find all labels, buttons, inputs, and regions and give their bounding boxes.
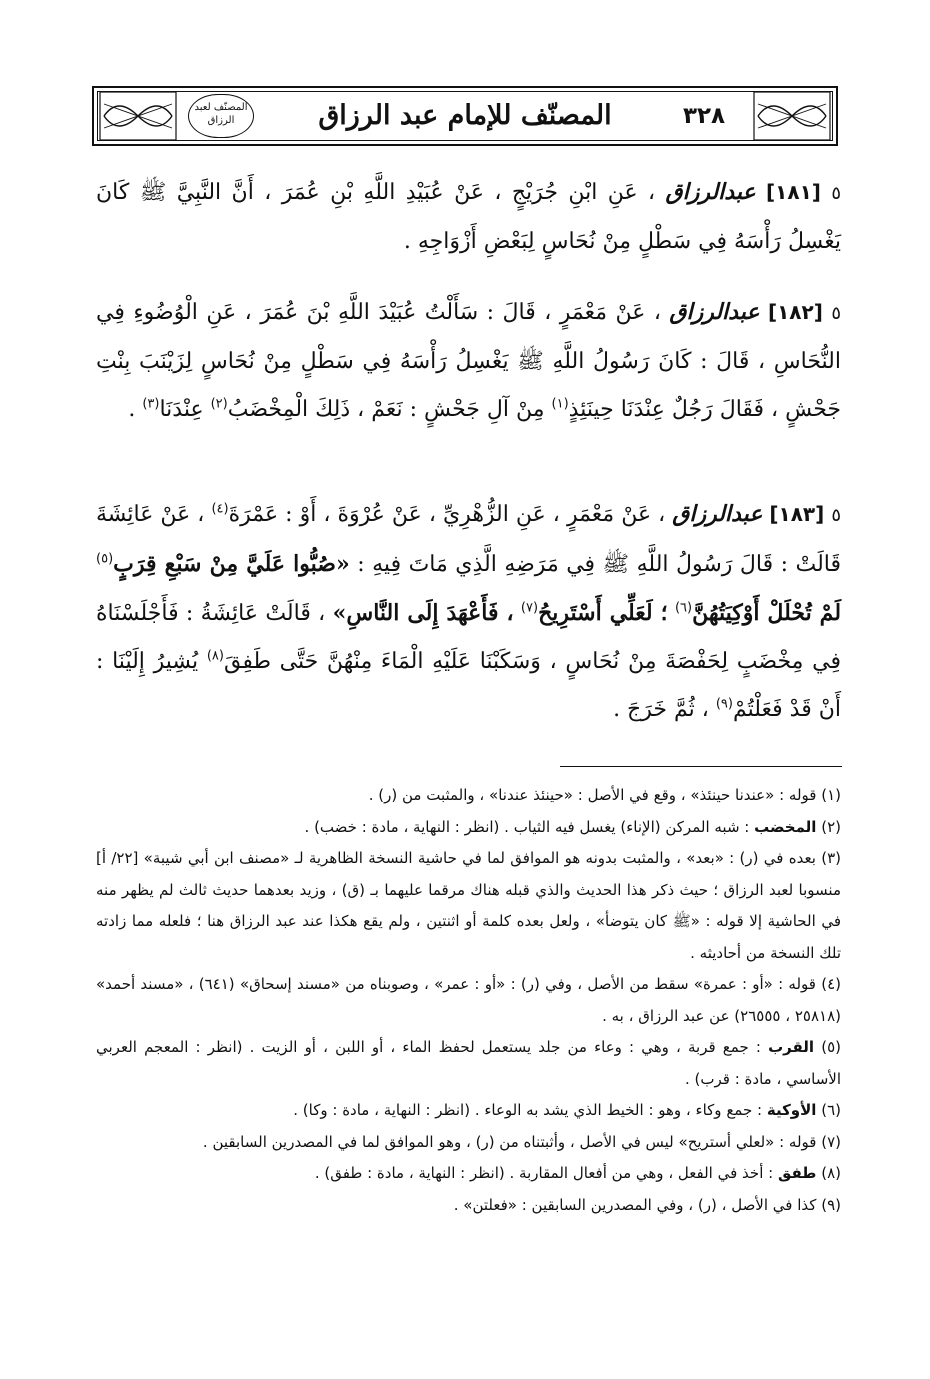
hadith-181 (96, 168, 841, 266)
hadith-text: مِنْ آلِ جَحْشٍ : نَعَمْ ، ذَلِكَ الْمِخْضَبُ (227, 397, 545, 422)
footnote-term: القرب (768, 1038, 815, 1056)
footnote-1 (96, 780, 841, 812)
hadith-author: عبدالرزاق (665, 179, 756, 205)
footnotes (96, 780, 841, 1221)
footnote-number: (٩) (821, 1195, 841, 1214)
hadith-text: ، قَالَتْ عَائِشَةُ : فَأَجْلَسْنَاهُ فِي مِخْضَبٍ لِحَفْصَةَ مِنْ نُحَاسٍ ، وَسَكَبْنَا عَلَيْهِ الْمَاءَ مِنْهُنَّ حَتَّى طَفِقَ (96, 601, 841, 674)
hadith-text: ، عَنْ عَائِشَةَ قَالَتْ : قَالَ رَسُولُ اللَّهِ ﷺ فِي مَرَضِهِ الَّذِي مَاتَ فِيهِ : (96, 502, 842, 577)
footnote-ref[interactable]: (٣) (142, 396, 160, 412)
footnote-8 (96, 1158, 841, 1190)
footnote-7 (96, 1127, 841, 1159)
footnote-ref[interactable]: (٥) (96, 551, 114, 567)
footnote-term: الأوكية (766, 1101, 817, 1119)
hadith-author: عبدالرزاق (669, 299, 760, 325)
hadith-author: عبدالرزاق (672, 501, 763, 527)
hadith-number: [١٨٣] (769, 502, 825, 526)
footnote-number: (٢) (821, 817, 841, 836)
hadith-text: ، عَنِ ابْنِ جُرَيْجٍ ، عَنْ عُبَيْدِ اللَّهِ بْنِ عُمَرَ ، أَنَّ النَّبِيَّ ﷺ كَانَ يَغْسِلُ رَأْسَهُ فِي سَطْلٍ مِنْ نُحَاسٍ لِبَعْضِ أَزْوَاجِهِ . (96, 180, 841, 254)
footnote-number: (٦) (821, 1101, 841, 1119)
footnote-text: : جمع وكاء ، وهو : الخيط الذي يشد به الوعاء . (انظر : النهاية ، مادة : وكا) . (293, 1101, 763, 1119)
footnote-2 (96, 812, 841, 844)
ornament-knot-left-icon (98, 90, 178, 142)
footnote-ref[interactable]: (٨) (206, 648, 224, 664)
footnote-6 (96, 1095, 841, 1127)
book-badge: المصنّف لعبد الرزاق (188, 94, 254, 138)
footnote-number: (٨) (821, 1164, 841, 1182)
footnote-ref[interactable]: (٤) (211, 501, 229, 517)
footnote-text: : جمع قربة ، وهي : وعاء من جلد يستعمل لحفظ الماء ، أو اللبن ، أو الزيت . (انظر : المعجم العربي الأساسي ، مادة : قرب) . (96, 1038, 841, 1088)
footnote-divider (560, 766, 842, 767)
footnote-number: (٣) (821, 849, 842, 867)
prophetic-quote: ؛ لَعَلِّي أَسْتَرِيحُ (538, 600, 668, 626)
footnote-number: (٤) (821, 975, 841, 993)
footnote-ref[interactable]: (٧) (520, 600, 539, 616)
footnote-5 (96, 1032, 841, 1095)
footnote-ref[interactable]: (٢) (210, 396, 228, 412)
prophetic-quote: لَمْ تُحْلَلْ أَوْكِيَتُهُنَّ (692, 600, 842, 626)
hadith-text: ، ثُمَّ خَرَجَ . (613, 697, 709, 722)
ornament-knot-right-icon (752, 90, 832, 142)
footnote-text: : أخذ في الفعل ، وهي من أفعال المقاربة . (انظر : النهاية ، مادة : طفق) . (314, 1164, 774, 1182)
footnote-ref[interactable]: (١) (551, 396, 569, 412)
footnote-number: (٥) (821, 1038, 841, 1056)
footnote-text: قوله : «أو : عمرة» سقط من الأصل ، وفي (ر) : «أو : عمر» ، وصوبناه من «مسند إسحاق» (٦٤١) ، «مسند أحمد» (٢٥٨١٨ ، ٢٦٥٥٥) عن عبد الرزاق ، به . (96, 975, 841, 1025)
footnote-text: قوله : «لعلي أستريح» ليس في الأصل ، وأثبتناه من (ر) ، وهو الموافق لما في المصدرين السابقين . (202, 1132, 817, 1151)
hadith-marker: ٥ (831, 183, 842, 204)
hadith-marker: ٥ (831, 303, 841, 324)
footnote-term: المخضب (754, 817, 817, 836)
hadith-text: عِنْدَنَا (159, 397, 204, 422)
footnote-text: كذا في الأصل ، (ر) ، وفي المصدرين السابقين : «فعلتن» . (453, 1195, 817, 1214)
hadith-text: يُشِيرُ إِلَيْنَا : أَنْ قَدْ فَعَلْتُمْ (96, 649, 841, 722)
footnote-number: (٧) (821, 1132, 841, 1151)
hadith-text: . (128, 397, 136, 422)
hadith-text: ، عَنْ مَعْمَرٍ ، عَنِ الزُّهْرِيِّ ، عَنْ عُرْوَةَ ، أَوْ : عَمْرَةَ (228, 502, 666, 527)
footnote-text: : شبه المركن (الإناء) يغسل فيه الثياب . (انظر : النهاية ، مادة : خضب) . (304, 817, 750, 836)
footnote-ref[interactable]: (٦) (674, 600, 693, 616)
prophetic-quote: «صُبُّوا عَلَيَّ مِنْ سَبْعِ قِرَبٍ (113, 551, 350, 577)
hadith-text: ، عَنْ مَعْمَرٍ ، قَالَ : سَأَلْتُ عُبَيْدَ اللَّهِ بْنَ عُمَرَ ، عَنِ الْوُضُوءِ فِي النُّحَاسِ ، قَالَ : كَانَ رَسُولُ اللَّهِ ﷺ يَغْسِلُ رَأْسَهُ فِي سَطْلٍ مِنْ نُحَاسٍ لِزَيْنَبَ بِنْتِ جَحْشٍ ، فَقَالَ رَجُلٌ عِنْدَنَا حِينَئِذٍ (96, 300, 841, 422)
footnote-4 (96, 969, 841, 1032)
hadith-number: [١٨١] (766, 180, 821, 204)
hadith-182 (96, 288, 841, 434)
page-number: ٣٢٨ (682, 103, 726, 129)
running-title: المصنّف للإمام عبد الرزاق (318, 100, 612, 131)
footnote-9 (96, 1190, 841, 1222)
footnote-3 (96, 843, 841, 969)
page-header (92, 86, 838, 146)
footnote-term: طفق (777, 1164, 817, 1182)
hadith-number: [١٨٢] (767, 300, 823, 324)
footnote-text: بعده في (ر) : «بعد» ، والمثبت بدونه هو الموافق لما في حاشية النسخة الظاهرية لـ «مصنف ابن أبي شيبة» [٢٢/ أ] منسوبا لعبد الرزاق ؛ حيث ذكر هذا الحديث والذي قبله هناك مرقما عليهما بـ (ق) ، وزيد بعدهما حديث ثالث لم يظهر منه في الحاشية إلا قوله : «ﷺ كان يتوضأ» ، ولعل بعده كلمة أو اثنتين ، ولم يقع هكذا عند عبد الرزاق هنا ؛ فلعله مما زادته تلك النسخة من أحاديثه . (96, 849, 841, 962)
footnote-text: قوله : «عندنا حينئذ» ، وقع في الأصل : «حينئذ عندنا» ، والمثبت من (ر) . (368, 786, 817, 804)
footnote-ref[interactable]: (٩) (715, 696, 733, 712)
footnote-number: (١) (821, 786, 841, 804)
hadith-marker: ٥ (831, 505, 841, 526)
prophetic-quote: ، فَأَعْهَدَ إِلَى النَّاسِ» (332, 600, 514, 626)
hadith-183 (96, 490, 841, 734)
